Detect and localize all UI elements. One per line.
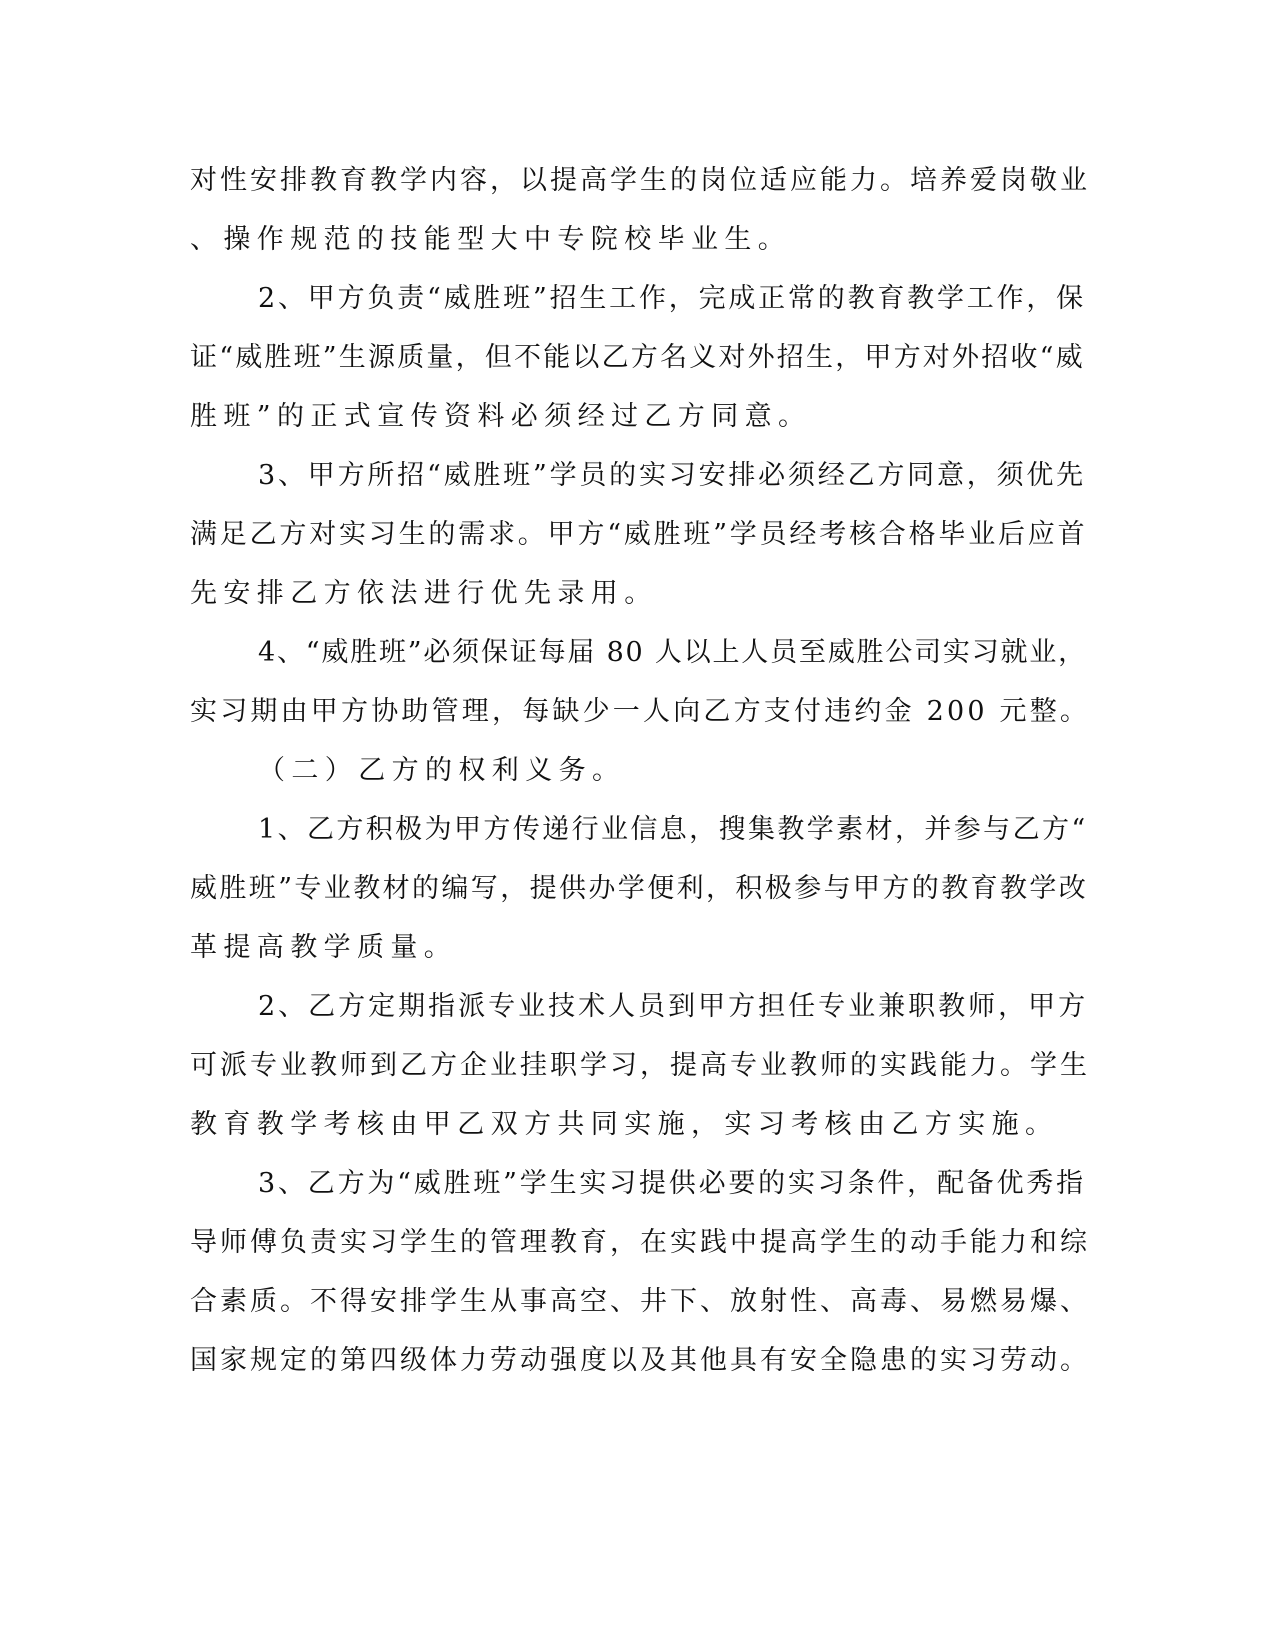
paragraph-line: 证“威胜班”生源质量，但不能以乙方名义对外招生，甲方对外招收“威 <box>190 342 1085 373</box>
paragraph-line: 、操作规范的技能型大中专院校毕业生。 <box>190 224 792 255</box>
paragraph-line: 对性安排教育教学内容，以提高学生的岗位适应能力。培养爱岗敬业 <box>190 165 1090 196</box>
paragraph-line: 2、甲方负责“威胜班”招生工作，完成正常的教育教学工作，保 <box>258 283 1086 314</box>
paragraph-line: 先安排乙方依法进行优先录用。 <box>190 578 658 609</box>
paragraph-line: 满足乙方对实习生的需求。甲方“威胜班”学员经考核合格毕业后应首 <box>190 519 1088 550</box>
paragraph-line: 导师傅负责实习学生的管理教育，在实践中提高学生的动手能力和综 <box>190 1227 1090 1258</box>
paragraph-line: 合素质。不得安排学生从事高空、井下、放射性、高毒、易燃易爆、 <box>190 1286 1090 1317</box>
paragraph-line: 实习期由甲方协助管理，每缺少一人向乙方支付违约金 200 元整。 <box>190 696 1091 727</box>
paragraph-line: 4、“威胜班”必须保证每届 80 人以上人员至威胜公司实习就业， <box>258 637 1087 668</box>
paragraph-line: 国家规定的第四级体力劳动强度以及其他具有安全隐患的实习劳动。 <box>190 1345 1090 1376</box>
paragraph-line: 可派专业教师到乙方企业挂职学习，提高专业教师的实践能力。学生 <box>190 1050 1090 1081</box>
paragraph-line: 1、乙方积极为甲方传递行业信息，搜集教学素材，并参与乙方“ <box>258 814 1088 845</box>
paragraph-line: 3、乙方为“威胜班”学生实习提供必要的实习条件，配备优秀指 <box>258 1168 1086 1199</box>
paragraph-line: 威胜班”专业教材的编写，提供办学便利，积极参与甲方的教育教学改 <box>190 873 1089 904</box>
section-heading: （二）乙方的权利义务。 <box>258 755 626 786</box>
paragraph-line: 教育教学考核由甲乙双方共同实施，实习考核由乙方实施。 <box>190 1109 1059 1140</box>
paragraph-line: 革提高教学质量。 <box>190 932 458 963</box>
paragraph-line: 3、甲方所招“威胜班”学员的实习安排必须经乙方同意，须优先 <box>258 460 1086 491</box>
paragraph-line: 胜班”的正式宣传资料必须经过乙方同意。 <box>190 401 812 432</box>
paragraph-line: 2、乙方定期指派专业技术人员到甲方担任专业兼职教师，甲方 <box>258 991 1089 1022</box>
